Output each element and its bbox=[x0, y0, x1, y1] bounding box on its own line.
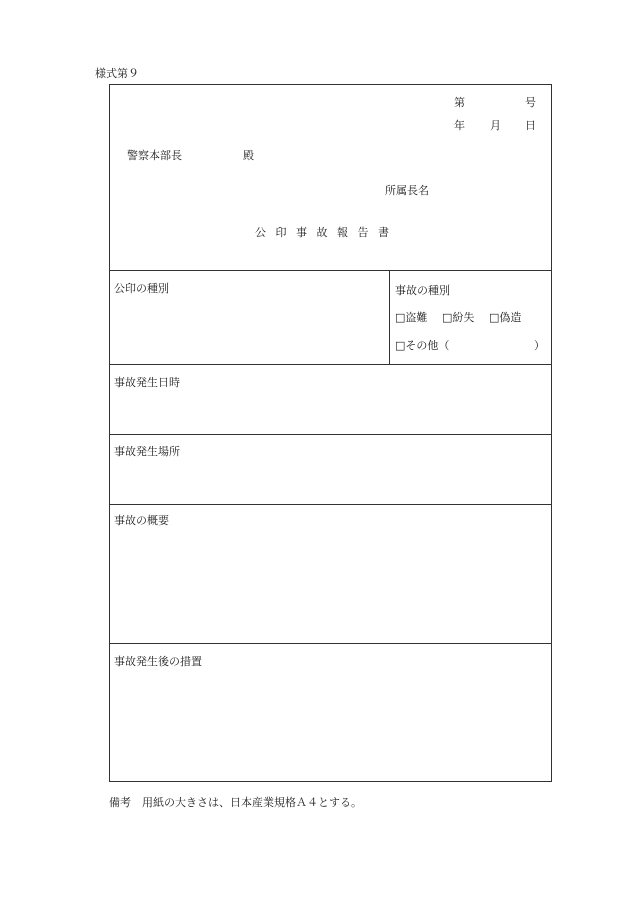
divider bbox=[109, 434, 552, 435]
incident-type-label: 事故の種別 bbox=[395, 284, 450, 297]
doc-number-prefix: 第 bbox=[454, 96, 465, 109]
page-title: 公 印 事 故 報 告 書 bbox=[255, 226, 389, 239]
sender-name: 所属長名 bbox=[385, 184, 429, 197]
remarks: 備考 用紙の大きさは、日本産業規格Ａ４とする。 bbox=[109, 796, 362, 809]
option-theft[interactable]: □盗難 bbox=[395, 311, 428, 324]
divider bbox=[109, 364, 552, 365]
incident-place-label: 事故発生場所 bbox=[114, 445, 180, 458]
divider bbox=[109, 504, 552, 505]
option-other-close: ） bbox=[534, 339, 545, 352]
option-forgery[interactable]: □偽造 bbox=[489, 311, 522, 324]
option-other[interactable]: □その他（ bbox=[395, 339, 450, 352]
divider bbox=[109, 270, 552, 271]
divider bbox=[109, 643, 552, 644]
addressee: 警察本部長 bbox=[127, 149, 182, 162]
date-day: 日 bbox=[525, 119, 536, 132]
post-incident-measures-label: 事故発生後の措置 bbox=[114, 655, 202, 668]
date-year: 年 bbox=[454, 119, 465, 132]
seal-type-label: 公印の種別 bbox=[114, 282, 169, 295]
divider bbox=[389, 270, 390, 364]
date-month: 月 bbox=[490, 119, 501, 132]
option-loss[interactable]: □紛失 bbox=[442, 311, 475, 324]
incident-datetime-label: 事故発生日時 bbox=[114, 376, 180, 389]
report-form bbox=[109, 84, 552, 782]
addressee-honorific: 殿 bbox=[243, 149, 254, 162]
doc-number-suffix: 号 bbox=[525, 96, 536, 109]
incident-summary-label: 事故の概要 bbox=[114, 514, 169, 527]
form-number: 様式第９ bbox=[95, 67, 139, 80]
